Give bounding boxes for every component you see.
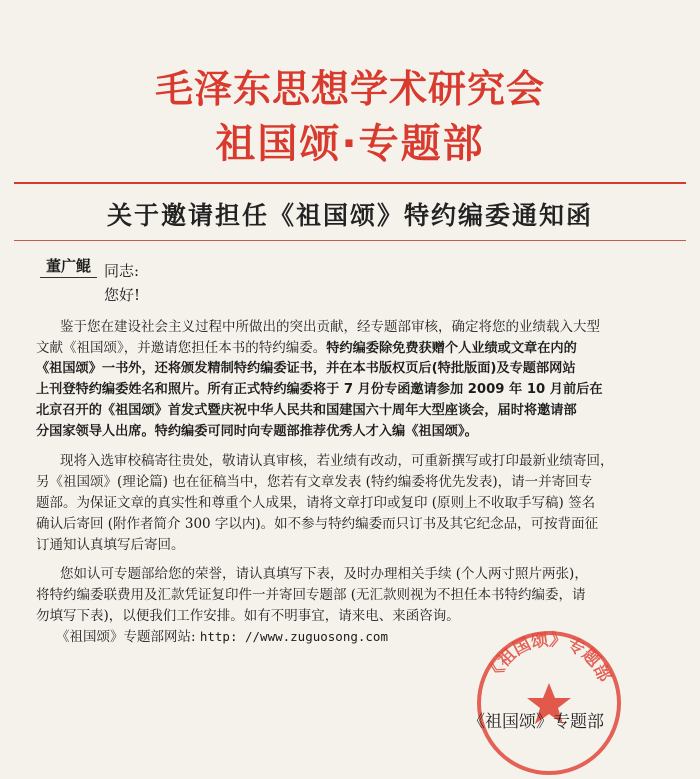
recipient-name: 董广鲲 <box>40 255 97 278</box>
website-link[interactable]: http: //www.zuguosong.com <box>199 629 388 644</box>
p2-line: 另《祖国颂》(理论篇) 也在征稿当中，您若有文章发表 (特约编委将优先发表)，请一并寄回专 <box>36 474 593 490</box>
org-title: 毛泽东思想学术研究会 <box>154 67 545 111</box>
department-title: 祖国颂·专题部 <box>215 121 485 167</box>
p1-line: 北京召开的《祖国颂》首发式暨庆祝中华人民共和国建国六十周年大型座谈会，届时将邀请部 <box>36 403 577 418</box>
p2-line: 题部。为保证文章的真实性和尊重个人成果，请将文章打印或复印 (原则上不收取手写稿) 签名 <box>36 495 596 511</box>
p1-line: 鉴于您在建设社会主义过程中所做出的突出贡献，经专题部审核，确定将您的业绩载入大型 <box>60 319 600 335</box>
p2-line: 订通知认真填写后寄回。 <box>36 537 185 553</box>
recipient-suffix: 同志: <box>104 262 140 280</box>
p3-line: 您如认可专题部给您的荣誉，请认真填写下表，及时办理相关手续 (个人两寸照片两张)， <box>60 566 588 582</box>
greeting: 您好! <box>104 286 141 304</box>
p1-line: 《祖国颂》一书外，还将颁发精制特约编委证书，并在本书版权页后(特批版面)及专题部网站 <box>36 361 576 376</box>
header-divider <box>14 182 686 184</box>
svg-text:《祖国颂》专题部 <box>483 629 616 685</box>
p1-line: 上刊登特约编委姓名和照片。所有正式特约编委将于 7 月份专函邀请参加 2009 年 10 月前后在 <box>36 382 603 397</box>
p2-line: 确认后寄回 (附作者简介 300 字以内)。如不参与特约编委而只订书及其它纪念品，可按背面征 <box>36 516 599 532</box>
seal-text: 《祖国颂》专题部 <box>483 630 615 686</box>
letter-subject: 关于邀请担任《祖国颂》特约编委通知函 <box>106 201 593 230</box>
website-label: 《祖国颂》专题部网站: <box>56 629 200 645</box>
p1-line-normal: 文献《祖国颂》，并邀请您担任本书的特约编委。 <box>36 340 327 356</box>
official-seal-icon <box>474 628 624 778</box>
subject-divider <box>14 240 686 241</box>
website-line <box>56 628 388 646</box>
p3-line: 勿填写下表)，以便我们工作安排。如有不明事宜，请来电、来函咨询。 <box>36 608 460 624</box>
p1-line: 分国家领导人出席。特约编委可同时向专题部推荐优秀人才入编《祖国颂》。 <box>36 424 478 439</box>
p2-line: 现将入选审校稿寄往贵处，敬请认真审核，若业绩有改动，可重新撰写或打印最新业绩寄回， <box>60 453 614 469</box>
p1-line <box>36 339 577 358</box>
closing-signature: 《祖国颂》专题部 <box>468 712 604 732</box>
p1-line-bold: 特约编委除免费获赠个人业绩或文章在内的 <box>326 341 577 356</box>
p3-line: 将特约编委联费用及汇款凭证复印件一并寄回专题部 (无汇款则视为不担任本书特约编委，请 <box>36 587 586 603</box>
